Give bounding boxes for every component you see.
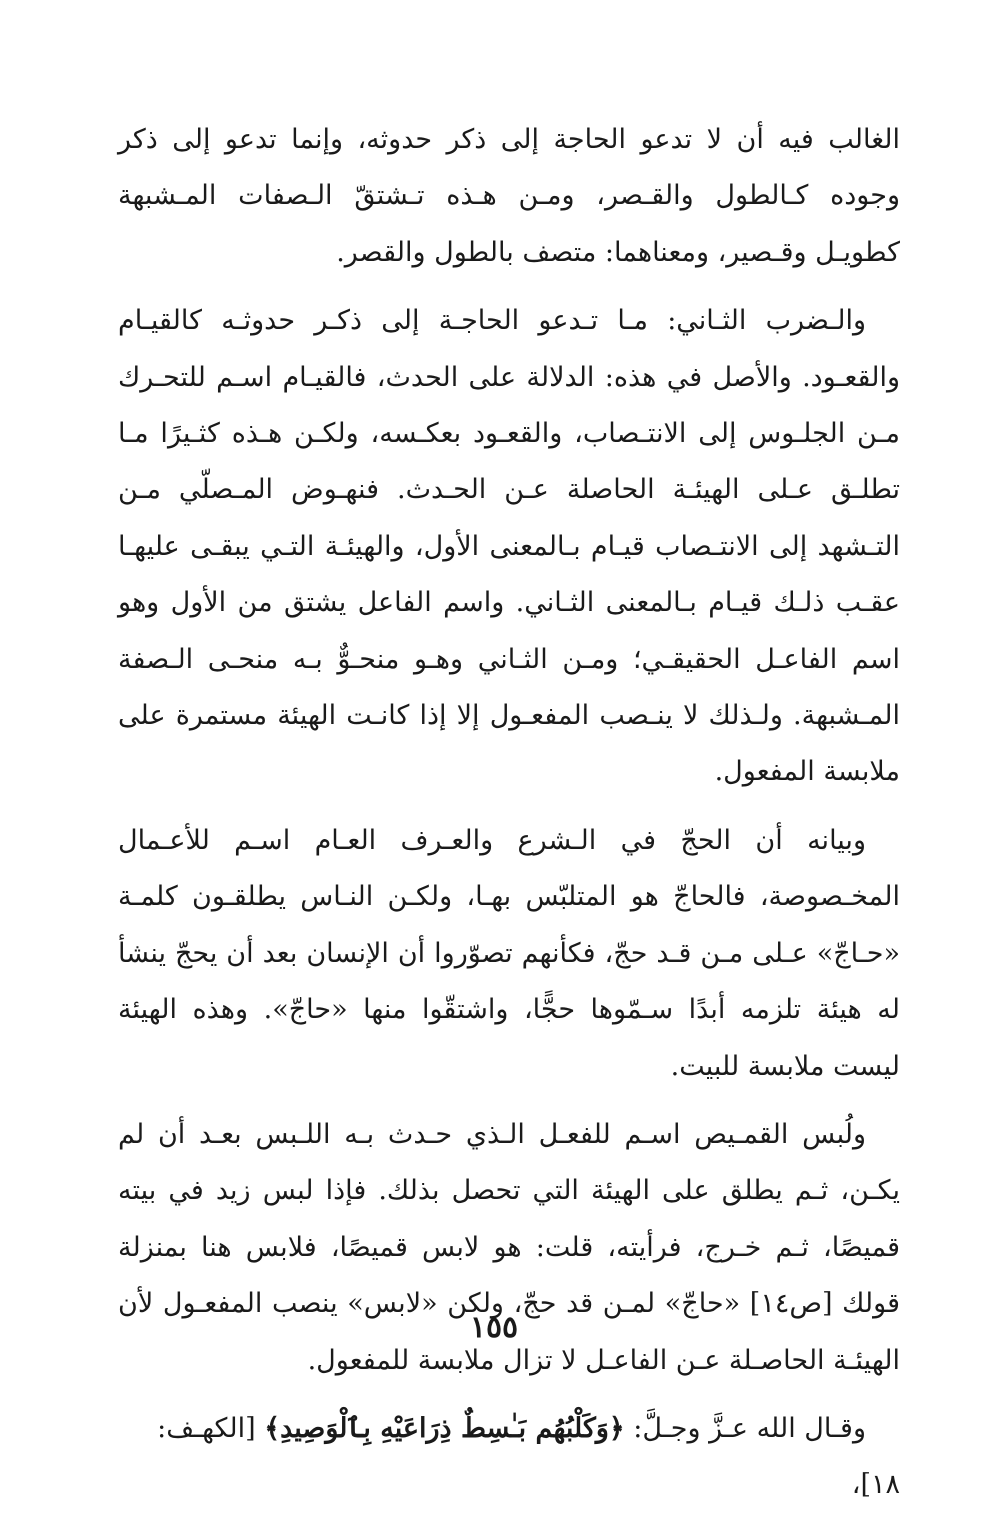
paragraph-3: وبيانه أن الحجّ في الـشرع والعـرف العـام اسـم للأعـمال المخـصوصة، فالحاجّ هو المتلبّس بهـا، ولكـن النـاس يطلقـون كلمـة «حـاجّ» عـلى مـن قـد حجّ، فكأنهم تصوّروا أن الإنسان بعد أن يحجّ ينشأ له هيئة تلزمه أبدًا سـمّوها حجًّا، واشتقّوا منها «حاجّ». وهذه الهيئة ليست ملابسة للبيت. — [118, 824, 900, 1082]
page-number: ١٥٥ — [469, 1310, 519, 1345]
quran-citation-line — [118, 1401, 900, 1514]
paragraph-1: الغالب فيه أن لا تدعو الحاجة إلى ذكر حدوثه، وإنما تدعو إلى ذكر وجوده كـالطول والقـصر، ومـن هـذه تـشتقّ الـصفات المـشبهة كطويـل وقـصير، ومعناهما: متصف بالطول والقصر. — [118, 124, 900, 268]
paragraph-2: والـضرب الثـاني: مـا تـدعو الحاجـة إلى ذكـر حدوثـه كالقيـام والقعـود. والأصل في هذه: الدلالة على الحدث، فالقيـام اسـم للتحـرك مـن الجلـوس إلى الانتـصاب، والقعـود بعكـسه، ولكـن هـذه كثـيرًا مـا تطلـق عـلى الهيئـة الحاصلة عـن الحـدث. فنهـوض المـصلّي مـن التـشهد إلى الانتـصاب قيـام بـالمعنى الأول، والهيئـة التـي يبقـى عليهـا عقـب ذلـك قيـام بـالمعنى الثـاني. واسم الفاعل يشتق من الأول وهو اسم الفاعـل الحقيقـي؛ ومـن الثـاني وهـو منحـوٌّ بـه منحـى الـصفة المـشبهة. ولـذلك لا ينـصب المفعـول إلا إذا كانـت الهيئة مستمرة على ملابسة المفعول. — [118, 305, 900, 788]
citation-intro: وقـال الله عـزَّ وجـلَّ: — [624, 1412, 866, 1444]
verse-reference: [الكهـف: ١٨]، — [157, 1412, 900, 1501]
quran-verse: ﴿وَكَلْبُهُم بَـٰسِطٌ ذِرَاعَيْهِ بِٱلْوَصِيدِ﴾ — [264, 1412, 625, 1444]
body-text — [118, 112, 900, 1514]
paragraph-4: ولُبس القمـيص اسـم للفعـل الـذي حـدث بـه اللـبس بعـد أن لم يكـن، ثـم يطلق على الهيئة التي تحصل بذلك. فإذا لبس زيد في بيته قميصًا، ثـم خـرج، فرأيته، قلت: هو لابس قميصًا، فلابس هنا بمنزلة قولك [ص١٤] «حاجّ» لمـن قد حجّ، ولكن «لابس» ينصب المفعـول لأن الهيئـة الحاصـلة عـن الفاعـل لا تزال ملابسة للمفعول. — [118, 1118, 900, 1376]
